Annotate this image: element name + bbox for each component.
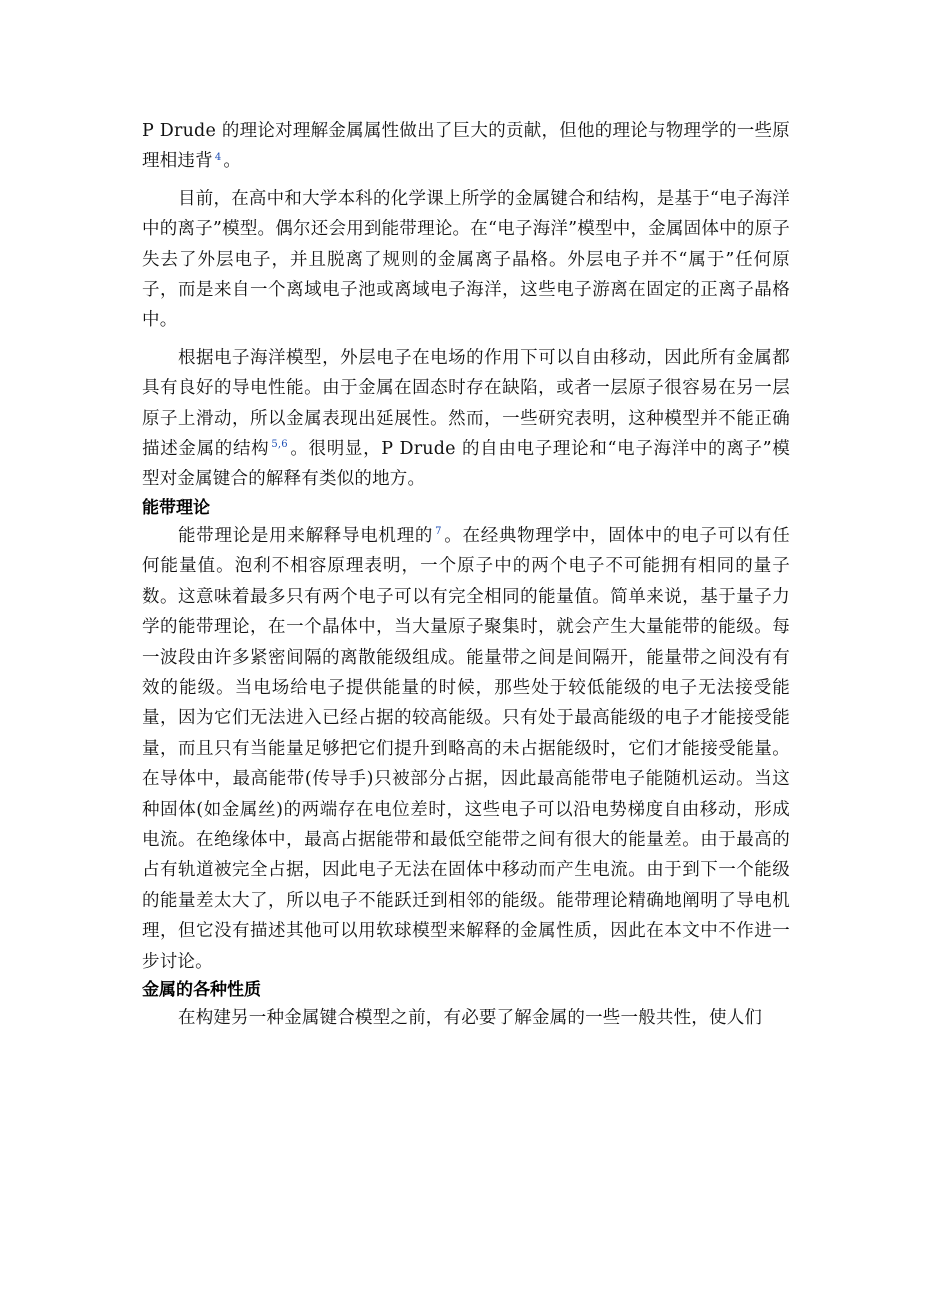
- paragraph-text: 能带理论是用来解释导电机理的: [178, 525, 434, 546]
- citation-ref[interactable]: 5,6: [271, 439, 288, 451]
- paragraph-text: P Drude 的理论对理解金属属性做出了巨大的贡献，但他的理论与物理学的一些原理相违背: [142, 121, 790, 172]
- section-heading-metal-properties: 金属的各种性质: [142, 979, 261, 1000]
- document-page: [142, 116, 790, 1033]
- paragraph-text: 根据电子海洋模型，外层电子在电场的作用下可以自由移动，因此所有金属都具有良好的导电性能。由于金属在固态时存在缺陷，或者一层原子很容易在另一层原子上滑动，所以金属表现出延展性。然而，一些研究表明，这种模型并不能正确描述金属的结构: [142, 347, 790, 460]
- paragraph-text: 。在经典物理学中，固体中的电子可以有任何能量值。泡利不相容原理表明，一个原子中的两个电子不可能拥有相同的量子数。这意味着最多只有两个电子可以有完全相同的能量值。简单来说，基于量子力学的能带理论，在一个晶体中，当大量原子聚集时，就会产生大量能带的能级。每一波段由许多紧密间隔的离散能级组成。能量带之间是间隔开，能量带之间没有有效的能级。当电场给电子提供能量的时候，那些处于较低能级的电子无法接受能量，因为它们无法进入已经占据的较高能级。只有处于最高能级的电子才能接受能量，而且只有当能量足够把它们提升到略高的未占据能级时，它们才能接受能量。在导体中，最高能带(传导手)只被部分占据，因此最高能带电子能随机运动。当这种固体(如金属丝)的两端存在电位差时，这些电子可以沿电势梯度自由移动，形成电流。在绝缘体中，最高占据能带和最低空能带之间有很大的能量差。由于最高的占有轨道被完全占据，因此电子无法在固体中移动而产生电流。由于到下一个能级的能量差太大了，所以电子不能跃迁到相邻的能级。能带理论精确地阐明了导电机理，但它没有描述其他可以用软球模型来解释的金属性质，因此在本文中不作进一步讨论。: [142, 525, 790, 972]
- paragraph-electron-sea-conductivity: [142, 343, 790, 495]
- section-heading-band-theory: 能带理论: [142, 497, 210, 518]
- paragraph-metal-properties: 在构建另一种金属键合模型之前，有必要了解金属的一些一般共性，使人们: [178, 1007, 763, 1028]
- paragraph-electron-sea-model: 目前，在高中和大学本科的化学课上所学的金属键合和结构，是基于“电子海洋中的离子”模型。偶尔还会用到能带理论。在“电子海洋”模型中，金属固体中的原子失去了外层电子，并且脱离了规则的金属离子晶格。外层电子并不“属于”任何原子，而是来自一个离域电子池或离域电子海洋，这些电子游离在固定的正离子晶格中。: [142, 188, 790, 331]
- paragraph-band-theory: [142, 521, 790, 977]
- citation-ref[interactable]: 7: [435, 526, 442, 538]
- paragraph-text: 。很明显，P Drude 的自由电子理论和“电子海洋中的离子”模型对金属键合的解释有类似的地方。: [142, 439, 790, 490]
- paragraph-drude-contribution: [142, 116, 790, 177]
- paragraph-text: 。: [223, 151, 242, 172]
- citation-ref[interactable]: 4: [214, 151, 222, 163]
